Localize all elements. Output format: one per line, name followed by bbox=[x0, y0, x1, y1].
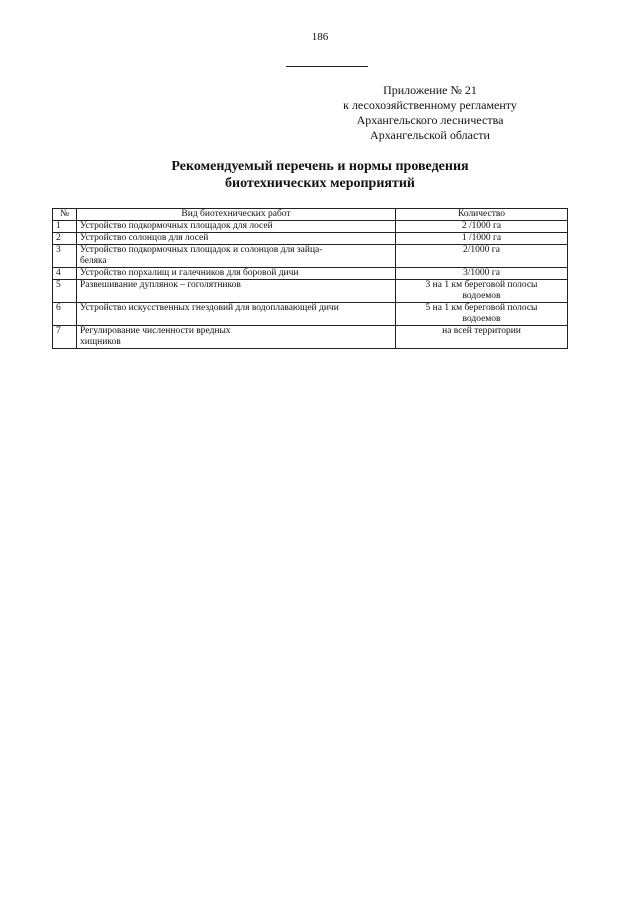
quantity-line: на всей территории bbox=[442, 326, 521, 336]
row-number: 3 bbox=[53, 245, 77, 268]
table-row bbox=[53, 280, 568, 303]
table-row bbox=[53, 233, 568, 245]
row-quantity bbox=[396, 303, 568, 326]
appendix-line-1: Приложение № 21 bbox=[383, 83, 477, 97]
document-title bbox=[0, 158, 640, 192]
row-work-type: Устройство искусственных гнездовий для водоплавающей дичи bbox=[77, 303, 396, 326]
row-number: 5 bbox=[53, 280, 77, 303]
quantity-line: водоемов bbox=[462, 291, 501, 301]
work-type-line: Устройство подкормочных площадок и солонцов для зайца- bbox=[80, 245, 323, 255]
appendix-line-3: Архангельского лесничества bbox=[356, 113, 504, 127]
work-type-line: Регулирование численности вредных bbox=[80, 326, 231, 336]
quantity-line: водоемов bbox=[462, 314, 501, 324]
row-quantity bbox=[396, 233, 568, 245]
title-line-1: Рекомендуемый перечень и нормы проведения bbox=[171, 159, 469, 174]
quantity-line: 5 на 1 км береговой полосы bbox=[425, 303, 538, 313]
row-work-type bbox=[77, 326, 396, 349]
quantity-line: 3/1000 га bbox=[463, 268, 500, 278]
header-number: № bbox=[53, 209, 77, 221]
title-line-2: биотехнических мероприятий bbox=[225, 176, 415, 191]
work-type-line: беляка bbox=[80, 256, 107, 266]
table-row bbox=[53, 245, 568, 268]
appendix-note bbox=[300, 83, 560, 143]
table-row bbox=[53, 326, 568, 349]
row-quantity bbox=[396, 280, 568, 303]
row-number: 7 bbox=[53, 326, 77, 349]
table-body bbox=[53, 221, 568, 349]
row-quantity bbox=[396, 268, 568, 280]
row-number: 2 bbox=[53, 233, 77, 245]
table-row bbox=[53, 303, 568, 326]
row-number: 4 bbox=[53, 268, 77, 280]
row-number: 6 bbox=[53, 303, 77, 326]
header-rule bbox=[286, 66, 368, 67]
row-work-type: Развешивание дуплянок – гоголятников bbox=[77, 280, 396, 303]
page-number: 186 bbox=[311, 31, 329, 43]
row-work-type: Устройство солонцов для лосей bbox=[77, 233, 396, 245]
row-work-type: Устройство порхалищ и галечников для боровой дичи bbox=[77, 268, 396, 280]
work-type-line: хищников bbox=[80, 337, 121, 347]
table-row bbox=[53, 221, 568, 233]
quantity-line: 2 /1000 га bbox=[461, 221, 502, 231]
quantity-line: 1 /1000 га bbox=[461, 233, 502, 243]
row-work-type: Устройство подкормочных площадок для лосей bbox=[77, 221, 396, 233]
appendix-line-2: к лесохозяйственному регламенту bbox=[343, 98, 517, 112]
header-work-type: Вид биотехнических работ bbox=[77, 209, 396, 221]
table-row bbox=[53, 268, 568, 280]
row-number: 1 bbox=[53, 221, 77, 233]
table-header-row bbox=[53, 209, 568, 221]
quantity-line: 2/1000 га bbox=[463, 245, 500, 255]
row-quantity bbox=[396, 326, 568, 349]
biotechnical-works-table bbox=[52, 208, 568, 349]
quantity-line: 3 на 1 км береговой полосы bbox=[425, 280, 538, 290]
row-quantity bbox=[396, 221, 568, 233]
header-quantity: Количество bbox=[396, 209, 568, 221]
row-quantity bbox=[396, 245, 568, 268]
appendix-line-4: Архангельской области bbox=[370, 128, 490, 142]
row-work-type bbox=[77, 245, 396, 268]
